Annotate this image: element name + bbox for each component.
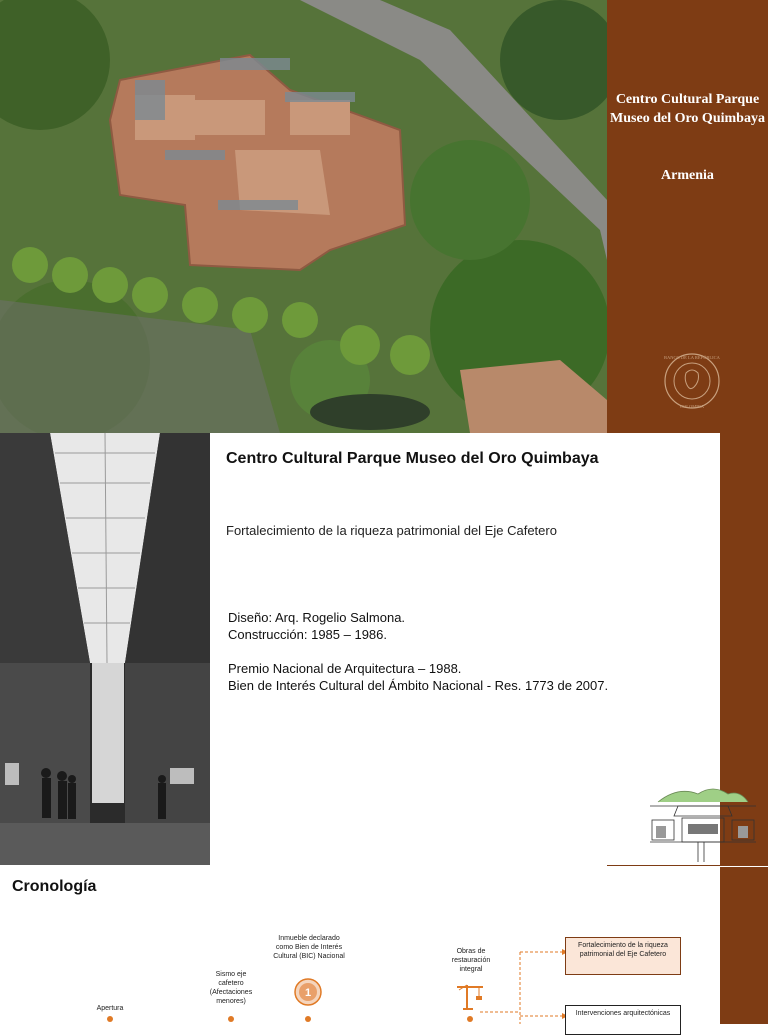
info-card: [210, 433, 720, 865]
timeline-event-label: Sismo eje cafetero (Afectaciones menores): [209, 971, 253, 1005]
timeline-event-label: Apertura: [96, 1005, 124, 1012]
panel-city: Armenia: [661, 168, 714, 183]
design-credit: Diseño: Arq. Rogelio Salmona.: [228, 610, 406, 625]
timeline-heading: Cronología: [12, 878, 97, 895]
svg-text:COLOMBIA: COLOMBIA: [679, 404, 705, 409]
medal-number: 1: [304, 987, 312, 999]
timeline-pin-icon: [228, 1016, 234, 1022]
timeline-event-label: Obras de restauración integral: [451, 948, 491, 973]
info-title: Centro Cultural Parque Museo del Oro Quimbaya: [226, 450, 599, 467]
building-sketch-illustration: [648, 780, 758, 864]
divider-line: [720, 866, 768, 867]
panel-title: Centro Cultural Parque Museo del Oro Quimbaya: [610, 92, 765, 126]
timeline-connector: [480, 940, 570, 1024]
timeline-pin-icon: [305, 1016, 311, 1022]
medal-icon: [294, 976, 322, 1008]
timeline-event-label: Inmueble declarado como Bien de Interés Cultural (BIC) Nacional: [273, 935, 345, 960]
timeline-box-fortalecimiento: Fortalecimiento de la riqueza patrimonial del Eje Cafetero: [565, 937, 681, 975]
heritage-text: Bien de Interés Cultural del Ámbito Nacional - Res. 1773 de 2007.: [228, 678, 609, 693]
award-text: Premio Nacional de Arquitectura – 1988.: [228, 661, 462, 676]
construction-dates: Construcción: 1985 – 1986.: [228, 627, 387, 642]
interior-photo: [0, 433, 210, 865]
aerial-photo: [0, 0, 607, 433]
aerial-photo-graphic: [0, 0, 607, 433]
timeline-box-intervenciones: Intervenciones arquitectónicas: [565, 1005, 681, 1035]
timeline-pin-icon: [107, 1016, 113, 1022]
timeline-pin-icon: [467, 1016, 473, 1022]
info-subtitle: Fortalecimiento de la riqueza patrimonial del Eje Cafetero: [226, 523, 557, 538]
seal-logo: [660, 351, 724, 411]
svg-text:BANCO DE LA REPÚBLICA: BANCO DE LA REPÚBLICA: [664, 355, 720, 360]
